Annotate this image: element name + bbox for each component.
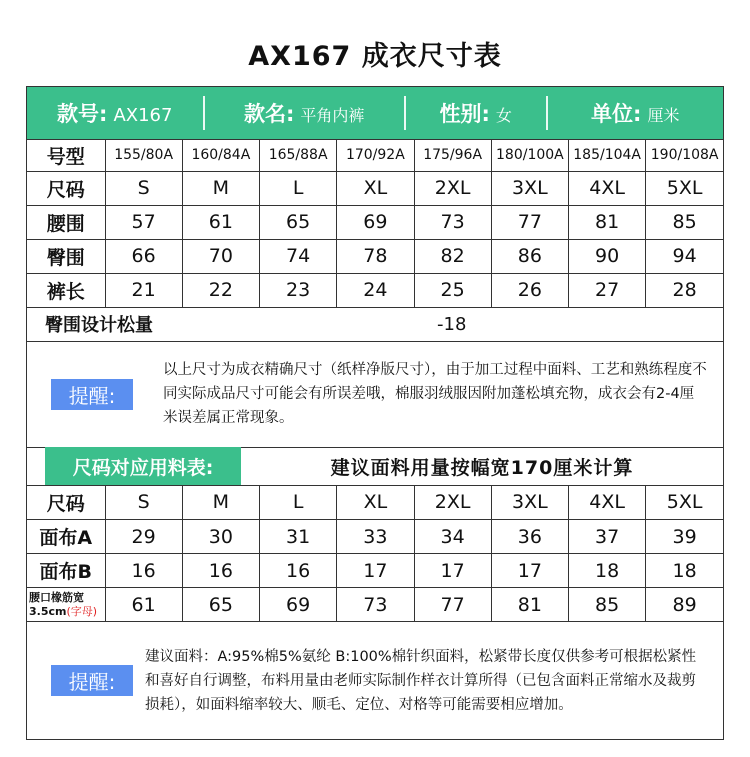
table-cell: S xyxy=(105,171,182,205)
table-cell: 73 xyxy=(414,205,491,239)
reminder-block-1 xyxy=(27,342,723,448)
row-header: 尺码 xyxy=(27,486,105,520)
table-cell: 90 xyxy=(569,239,646,273)
table-cell: L xyxy=(260,171,337,205)
table-row xyxy=(27,239,723,273)
table-cell: XL xyxy=(337,486,414,520)
header-divider xyxy=(203,96,205,130)
table-cell: 31 xyxy=(260,520,337,554)
table-cell: 94 xyxy=(646,239,723,273)
table-cell: 155/80A xyxy=(105,140,182,171)
table-row xyxy=(27,273,723,307)
gender-label: 性别: xyxy=(439,102,490,126)
row-header: 号型 xyxy=(27,140,105,171)
table-cell: 65 xyxy=(182,588,259,622)
reminder-text: 建议面料：A:95%棉5%氨纶 B:100%棉针织面料，松紧带长度仅供参考可根据松紧性和喜好自行调整，布料用量由老师实际制作样衣计算所得（已包含面料正常缩水及裁剪损耗），如面料缩率较大、顺毛、定位、对格等可能需要相应增加。 xyxy=(145,648,697,713)
table-cell: 57 xyxy=(105,205,182,239)
table-cell: 16 xyxy=(105,554,182,588)
info-header xyxy=(27,87,723,140)
table-cell: 165/88A xyxy=(260,140,337,171)
table-row xyxy=(27,171,723,205)
size-chart-frame xyxy=(26,86,724,740)
reminder-badge: 提醒: xyxy=(51,665,133,696)
style-no-cell xyxy=(27,98,203,128)
table-cell: 89 xyxy=(646,588,723,622)
table-cell: 28 xyxy=(646,273,723,307)
table-row xyxy=(27,486,723,520)
table-cell: XL xyxy=(337,171,414,205)
style-name-value: 平角内裤 xyxy=(300,106,365,125)
hip-ease-label: 臀围设计松量 xyxy=(45,315,153,336)
row-header xyxy=(27,588,105,622)
table-cell: 185/104A xyxy=(569,140,646,171)
elastic-label-line1: 腰口橡筋宽 xyxy=(29,590,84,604)
table-cell: 78 xyxy=(337,239,414,273)
table-cell: 61 xyxy=(182,205,259,239)
table-cell: 18 xyxy=(646,554,723,588)
header-divider xyxy=(404,96,406,130)
table-cell: 3XL xyxy=(491,486,568,520)
table-cell: 22 xyxy=(182,273,259,307)
size-table xyxy=(27,140,723,308)
gender-value: 女 xyxy=(495,106,512,125)
unit-value: 厘米 xyxy=(647,106,680,125)
reminder-text: 以上尺寸为成衣精确尺寸（纸样净版尺寸），由于加工过程中面料、工艺和熟练程度不同实际成品尺寸可能会有所误差哦，棉服羽绒服因附加蓬松填充物，成衣会有2-4厘米误差属正常现象。 xyxy=(163,362,707,426)
fabric-section-header xyxy=(27,448,723,486)
table-cell: 77 xyxy=(414,588,491,622)
table-row xyxy=(27,520,723,554)
row-header: 尺码 xyxy=(27,171,105,205)
style-name-cell xyxy=(205,98,404,128)
table-cell: 61 xyxy=(105,588,182,622)
table-cell: 5XL xyxy=(646,486,723,520)
row-header: 面布A xyxy=(27,520,105,554)
table-cell: 70 xyxy=(182,239,259,273)
table-cell: 25 xyxy=(414,273,491,307)
table-cell: 29 xyxy=(105,520,182,554)
table-cell: 16 xyxy=(182,554,259,588)
table-cell: 74 xyxy=(260,239,337,273)
table-cell: 2XL xyxy=(414,486,491,520)
page-title: AX167 成衣尺寸表 xyxy=(248,41,502,72)
table-cell: 23 xyxy=(260,273,337,307)
table-cell: 27 xyxy=(569,273,646,307)
style-no-label: 款号: xyxy=(57,102,108,126)
table-cell: 86 xyxy=(491,239,568,273)
table-cell: 69 xyxy=(260,588,337,622)
header-divider xyxy=(546,96,548,130)
table-cell: 5XL xyxy=(646,171,723,205)
table-cell: 21 xyxy=(105,273,182,307)
fabric-section-note: 建议面料用量按幅宽170厘米计算 xyxy=(330,456,634,479)
table-cell: 17 xyxy=(491,554,568,588)
table-cell: 39 xyxy=(646,520,723,554)
table-cell: 190/108A xyxy=(646,140,723,171)
table-cell: 66 xyxy=(105,239,182,273)
elastic-width: 3.5cm xyxy=(29,604,67,618)
fabric-section-tag: 尺码对应用料表: xyxy=(45,447,241,485)
table-cell: 18 xyxy=(569,554,646,588)
table-cell: 36 xyxy=(491,520,568,554)
table-row xyxy=(27,554,723,588)
table-cell: S xyxy=(105,486,182,520)
style-no-value: AX167 xyxy=(113,105,173,126)
table-cell: M xyxy=(182,171,259,205)
table-cell: 175/96A xyxy=(414,140,491,171)
table-cell: 180/100A xyxy=(491,140,568,171)
table-cell: 16 xyxy=(260,554,337,588)
table-cell: 2XL xyxy=(414,171,491,205)
table-cell: 30 xyxy=(182,520,259,554)
table-cell: L xyxy=(260,486,337,520)
table-cell: 85 xyxy=(569,588,646,622)
elastic-label-line2 xyxy=(29,605,105,619)
table-cell: 3XL xyxy=(491,171,568,205)
hip-ease-value: -18 xyxy=(437,313,467,335)
table-cell: 65 xyxy=(260,205,337,239)
style-name-label: 款名: xyxy=(244,102,295,126)
table-cell: 34 xyxy=(414,520,491,554)
reminder-block-2 xyxy=(27,622,723,739)
row-header: 臀围 xyxy=(27,239,105,273)
table-cell: 4XL xyxy=(569,171,646,205)
table-cell: 77 xyxy=(491,205,568,239)
hip-ease-row xyxy=(27,308,723,342)
table-cell: 4XL xyxy=(569,486,646,520)
table-cell: 17 xyxy=(337,554,414,588)
table-cell: 69 xyxy=(337,205,414,239)
fabric-table xyxy=(27,486,723,623)
table-cell: 26 xyxy=(491,273,568,307)
unit-cell xyxy=(548,98,724,128)
table-cell: 33 xyxy=(337,520,414,554)
table-cell: 37 xyxy=(569,520,646,554)
table-cell: 24 xyxy=(337,273,414,307)
unit-label: 单位: xyxy=(591,102,642,126)
table-cell: 85 xyxy=(646,205,723,239)
reminder-badge: 提醒: xyxy=(51,379,133,410)
table-cell: 81 xyxy=(569,205,646,239)
table-row xyxy=(27,205,723,239)
row-header: 面布B xyxy=(27,554,105,588)
table-cell: 160/84A xyxy=(182,140,259,171)
gender-cell xyxy=(406,98,546,128)
table-cell: 73 xyxy=(337,588,414,622)
table-cell: 170/92A xyxy=(337,140,414,171)
table-cell: 81 xyxy=(491,588,568,622)
elastic-note: (字母) xyxy=(66,604,98,618)
table-row xyxy=(27,140,723,171)
row-header: 裤长 xyxy=(27,273,105,307)
table-row-elastic xyxy=(27,588,723,622)
row-header: 腰围 xyxy=(27,205,105,239)
table-cell: 17 xyxy=(414,554,491,588)
table-cell: M xyxy=(182,486,259,520)
table-cell: 82 xyxy=(414,239,491,273)
